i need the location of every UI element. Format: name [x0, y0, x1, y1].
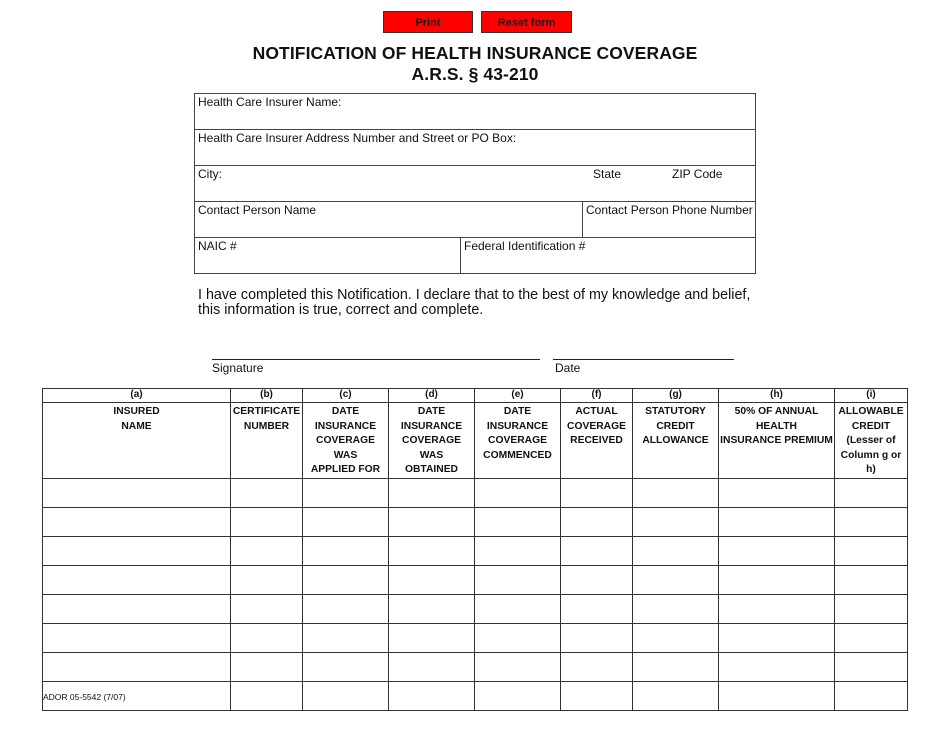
coverage-table: [42, 388, 907, 691]
table-cell-input[interactable]: [389, 682, 478, 712]
column-header-line: COMMENCED: [483, 449, 552, 461]
table-cell-input[interactable]: [389, 566, 478, 596]
column-header-line: COVERAGE WAS: [316, 435, 375, 461]
table-cell: [43, 536, 231, 565]
table-cell: [43, 565, 231, 594]
table-cell-input[interactable]: [303, 537, 392, 567]
table-row: [43, 594, 908, 623]
table-cell-input[interactable]: [835, 682, 911, 712]
table-cell-input[interactable]: [389, 537, 478, 567]
column-header-line: RECEIVED: [570, 435, 623, 446]
table-cell: [389, 652, 475, 681]
table-cell-input[interactable]: [633, 508, 722, 538]
table-row: [43, 536, 908, 565]
column-header-line: COVERAGE WAS: [402, 435, 461, 461]
table-cell: [231, 536, 303, 565]
column-header-line: DATE INSURANCE: [486, 406, 549, 432]
table-cell-input[interactable]: [43, 537, 234, 567]
zip-code-label: ZIP Code: [672, 167, 723, 181]
column-letter: (f): [561, 389, 633, 403]
column-header: [231, 403, 303, 479]
table-cell: [475, 565, 561, 594]
column-header: [719, 403, 835, 479]
signature-label: Signature: [212, 361, 264, 375]
declaration-line-2: this information is true, correct and complete.: [198, 302, 484, 318]
table-cell: [475, 652, 561, 681]
column-letter: (h): [719, 389, 835, 403]
table-cell-input[interactable]: [633, 653, 722, 683]
column-header-line: NUMBER: [243, 420, 290, 432]
divider: [582, 201, 583, 237]
table-cell: [633, 623, 719, 652]
table-cell: [561, 536, 633, 565]
table-cell-input[interactable]: [633, 537, 722, 567]
naic-label: NAIC #: [198, 239, 237, 253]
table-cell-input[interactable]: [719, 653, 838, 683]
table-cell: [389, 507, 475, 536]
column-header-line: Column g or h): [840, 449, 902, 475]
table-cell: [561, 594, 633, 623]
column-letter: (g): [633, 389, 719, 403]
contact-name-label: Contact Person Name: [198, 203, 317, 217]
table-cell-input[interactable]: [303, 595, 392, 625]
divider: [460, 237, 461, 274]
table-cell-input[interactable]: [719, 595, 838, 625]
table-cell: [633, 652, 719, 681]
column-header: [389, 403, 475, 479]
table-cell-input[interactable]: [719, 566, 838, 596]
column-header: [303, 403, 389, 479]
table-cell: [475, 681, 561, 710]
reset-form-button[interactable]: Reset form: [481, 11, 572, 33]
table-cell-input[interactable]: [43, 653, 234, 683]
column-header: [835, 403, 908, 479]
table-cell-input[interactable]: [561, 595, 636, 625]
table-cell: [389, 536, 475, 565]
table-cell: [43, 623, 231, 652]
table-cell: [389, 565, 475, 594]
table-cell-input[interactable]: [835, 479, 911, 509]
table-cell-input[interactable]: [231, 682, 306, 712]
table-cell-input[interactable]: [633, 682, 722, 712]
table-row: [43, 507, 908, 536]
divider: [195, 129, 755, 130]
table-cell-input[interactable]: [561, 624, 636, 654]
table-cell: [719, 652, 835, 681]
column-header-line: COVERAGE: [567, 420, 626, 432]
insurer-info-box: [194, 93, 756, 274]
column-header-line: NAME: [121, 420, 152, 432]
table-cell-input[interactable]: [231, 595, 306, 625]
table-cell-input[interactable]: [835, 508, 911, 538]
declaration-line-1: I have completed this Notification. I declare that to the best of my knowledge and belief,: [198, 287, 751, 303]
insurer-name-input[interactable]: [198, 111, 748, 127]
table-cell: [231, 478, 303, 507]
table-cell: [43, 652, 231, 681]
table-cell: [633, 478, 719, 507]
table-cell-input[interactable]: [719, 479, 838, 509]
table-row: [43, 623, 908, 652]
federal-id-input[interactable]: [464, 255, 751, 271]
federal-id-label: Federal Identification #: [464, 239, 586, 253]
column-letter: (a): [43, 389, 231, 403]
table-cell-input[interactable]: [835, 653, 911, 683]
table-cell: [719, 681, 835, 710]
table-cell: [303, 623, 389, 652]
zip-code-input[interactable]: [672, 183, 750, 199]
table-cell: [835, 478, 908, 507]
table-cell: [719, 565, 835, 594]
insurer-address-label: Health Care Insurer Address Number and Street or PO Box:: [198, 131, 517, 145]
insurer-name-label: Health Care Insurer Name:: [198, 95, 342, 109]
table-cell-input[interactable]: [561, 537, 636, 567]
table-cell: [475, 478, 561, 507]
table-cell: [835, 536, 908, 565]
column-header-line: INSURED: [113, 406, 160, 417]
column-letter: (i): [835, 389, 908, 403]
table-cell: [231, 681, 303, 710]
table-cell-input[interactable]: [475, 479, 564, 509]
table-cell-input[interactable]: [475, 566, 564, 596]
table-cell-input[interactable]: [231, 624, 306, 654]
table-cell: [719, 594, 835, 623]
contact-name-input[interactable]: [198, 219, 578, 235]
table-cell: [231, 652, 303, 681]
city-label: City:: [198, 167, 222, 181]
table-cell-input[interactable]: [389, 508, 478, 538]
date-label: Date: [555, 361, 581, 375]
table-cell-input[interactable]: [475, 595, 564, 625]
date-line: [553, 359, 734, 360]
table-cell-input[interactable]: [475, 624, 564, 654]
table-cell-input[interactable]: [303, 682, 392, 712]
table-cell-input[interactable]: [719, 624, 838, 654]
column-header-line: CERTIFICATE: [232, 406, 301, 417]
table-cell: [389, 623, 475, 652]
table-cell-input[interactable]: [303, 508, 392, 538]
table-cell: [303, 681, 389, 710]
city-input[interactable]: [198, 183, 578, 199]
table-cell-input[interactable]: [231, 653, 306, 683]
table-cell-input[interactable]: [475, 508, 564, 538]
table-cell-input[interactable]: [389, 595, 478, 625]
table-cell: [633, 565, 719, 594]
table-cell: [475, 594, 561, 623]
table-cell-input[interactable]: [43, 566, 234, 596]
table-cell-input[interactable]: [43, 624, 234, 654]
column-header-line: HEALTH: [756, 420, 797, 432]
table-cell: [633, 681, 719, 710]
table-cell-input[interactable]: [835, 566, 911, 596]
naic-input[interactable]: [198, 255, 456, 271]
state-label: State: [593, 167, 622, 181]
table-cell: [389, 594, 475, 623]
table-cell-input[interactable]: [633, 479, 722, 509]
table-cell-input[interactable]: [561, 479, 636, 509]
table-row: [43, 478, 908, 507]
column-letter: (e): [475, 389, 561, 403]
table-cell: [303, 565, 389, 594]
table-cell: [43, 478, 231, 507]
declaration-text: [198, 288, 798, 318]
form-id: ADOR 05-5542 (7/07): [43, 692, 126, 702]
column-header-line: CREDIT: [656, 420, 695, 432]
column-header-line: OBTAINED: [404, 464, 458, 475]
table-row: [43, 681, 908, 710]
table-cell-input[interactable]: [303, 624, 392, 654]
table-row: [43, 652, 908, 681]
table-cell: [633, 507, 719, 536]
table-cell: [561, 652, 633, 681]
table-cell-input[interactable]: [389, 624, 478, 654]
table-cell-input[interactable]: [475, 537, 564, 567]
column-header-line: CREDIT: [851, 420, 891, 432]
table-cell-input[interactable]: [389, 479, 478, 509]
column-header-line: DATE INSURANCE: [314, 406, 377, 432]
contact-phone-label: Contact Person Phone Number: [586, 203, 753, 217]
table-cell: [561, 565, 633, 594]
column-header-line: ALLOWANCE: [642, 435, 709, 446]
table-cell-input[interactable]: [43, 595, 234, 625]
column-header: [561, 403, 633, 479]
table-cell: [475, 536, 561, 565]
table-cell: [231, 565, 303, 594]
insurer-address-input[interactable]: [198, 147, 748, 163]
table-cell: [475, 623, 561, 652]
column-header-line: DATE INSURANCE: [400, 406, 463, 432]
table-cell: [475, 507, 561, 536]
table-cell: [43, 594, 231, 623]
table-cell: [389, 478, 475, 507]
column-header-line: APPLIED FOR: [310, 464, 381, 475]
table-cell-input[interactable]: [231, 479, 306, 509]
column-letter: (d): [389, 389, 475, 403]
table-cell-input[interactable]: [231, 566, 306, 596]
table-cell: [719, 536, 835, 565]
state-input[interactable]: [593, 183, 663, 199]
table-cell: [303, 536, 389, 565]
signature-line: [212, 359, 540, 360]
signature-input[interactable]: [212, 342, 538, 358]
table-cell: [835, 623, 908, 652]
table-cell: [633, 594, 719, 623]
table-cell-input[interactable]: [303, 653, 392, 683]
contact-phone-input[interactable]: [586, 219, 751, 235]
table-cell-input[interactable]: [303, 566, 392, 596]
table-cell-input[interactable]: [561, 566, 636, 596]
column-header-line: 50% OF ANNUAL: [734, 406, 819, 417]
table-cell: [231, 623, 303, 652]
column-header: [43, 403, 231, 479]
column-header-line: COVERAGE: [488, 435, 547, 446]
table-cell-input[interactable]: [303, 479, 392, 509]
print-button[interactable]: Print: [383, 11, 473, 33]
column-header-line: ACTUAL: [575, 406, 618, 417]
table-cell: [719, 623, 835, 652]
column-header-line: STATUTORY: [645, 406, 706, 417]
table-cell: [303, 507, 389, 536]
table-cell-input[interactable]: [633, 624, 722, 654]
table-cell: [389, 681, 475, 710]
table-cell-input[interactable]: [43, 479, 234, 509]
table-cell: [561, 681, 633, 710]
table-cell: [561, 478, 633, 507]
table-cell: [43, 507, 231, 536]
table-row: [43, 565, 908, 594]
divider: [195, 201, 755, 202]
table-cell-input[interactable]: [231, 508, 306, 538]
column-letter: (c): [303, 389, 389, 403]
table-cell-input[interactable]: [719, 508, 838, 538]
table-cell: [719, 478, 835, 507]
table-cell: [835, 507, 908, 536]
table-cell-input[interactable]: [561, 653, 636, 683]
table-cell-input[interactable]: [561, 508, 636, 538]
table-cell-input[interactable]: [43, 508, 234, 538]
table-cell: [561, 623, 633, 652]
table-cell: [303, 478, 389, 507]
table-cell-input[interactable]: [475, 682, 564, 712]
table-cell-input[interactable]: [835, 537, 911, 567]
table-cell-input[interactable]: [719, 682, 838, 712]
table-cell: [719, 507, 835, 536]
table-cell: [561, 507, 633, 536]
column-header-line: ALLOWABLE: [838, 406, 904, 417]
column-letter: (b): [231, 389, 303, 403]
table-cell: [231, 507, 303, 536]
statute-reference: A.R.S. § 43-210: [411, 64, 539, 84]
form-title: NOTIFICATION OF HEALTH INSURANCE COVERAGE: [252, 43, 698, 63]
table-cell-input[interactable]: [475, 653, 564, 683]
divider: [195, 237, 755, 238]
column-header: [475, 403, 561, 479]
table-cell-input[interactable]: [389, 653, 478, 683]
divider: [195, 165, 755, 166]
date-input[interactable]: [555, 342, 731, 358]
table-cell-input[interactable]: [835, 624, 911, 654]
table-cell: [633, 536, 719, 565]
table-cell-input[interactable]: [633, 566, 722, 596]
table-cell: [835, 594, 908, 623]
table-cell-input[interactable]: [719, 537, 838, 567]
table-cell: [303, 652, 389, 681]
table-cell: [835, 681, 908, 710]
column-header-line: (Lesser of: [846, 435, 896, 446]
column-header-line: INSURANCE PREMIUM: [720, 435, 833, 446]
table-cell: [303, 594, 389, 623]
table-cell: [835, 652, 908, 681]
table-cell-input[interactable]: [633, 595, 722, 625]
table-cell-input[interactable]: [231, 537, 306, 567]
column-header: [633, 403, 719, 479]
table-cell: [835, 565, 908, 594]
table-cell-input[interactable]: [561, 682, 636, 712]
table-cell: [231, 594, 303, 623]
table-cell-input[interactable]: [835, 595, 911, 625]
